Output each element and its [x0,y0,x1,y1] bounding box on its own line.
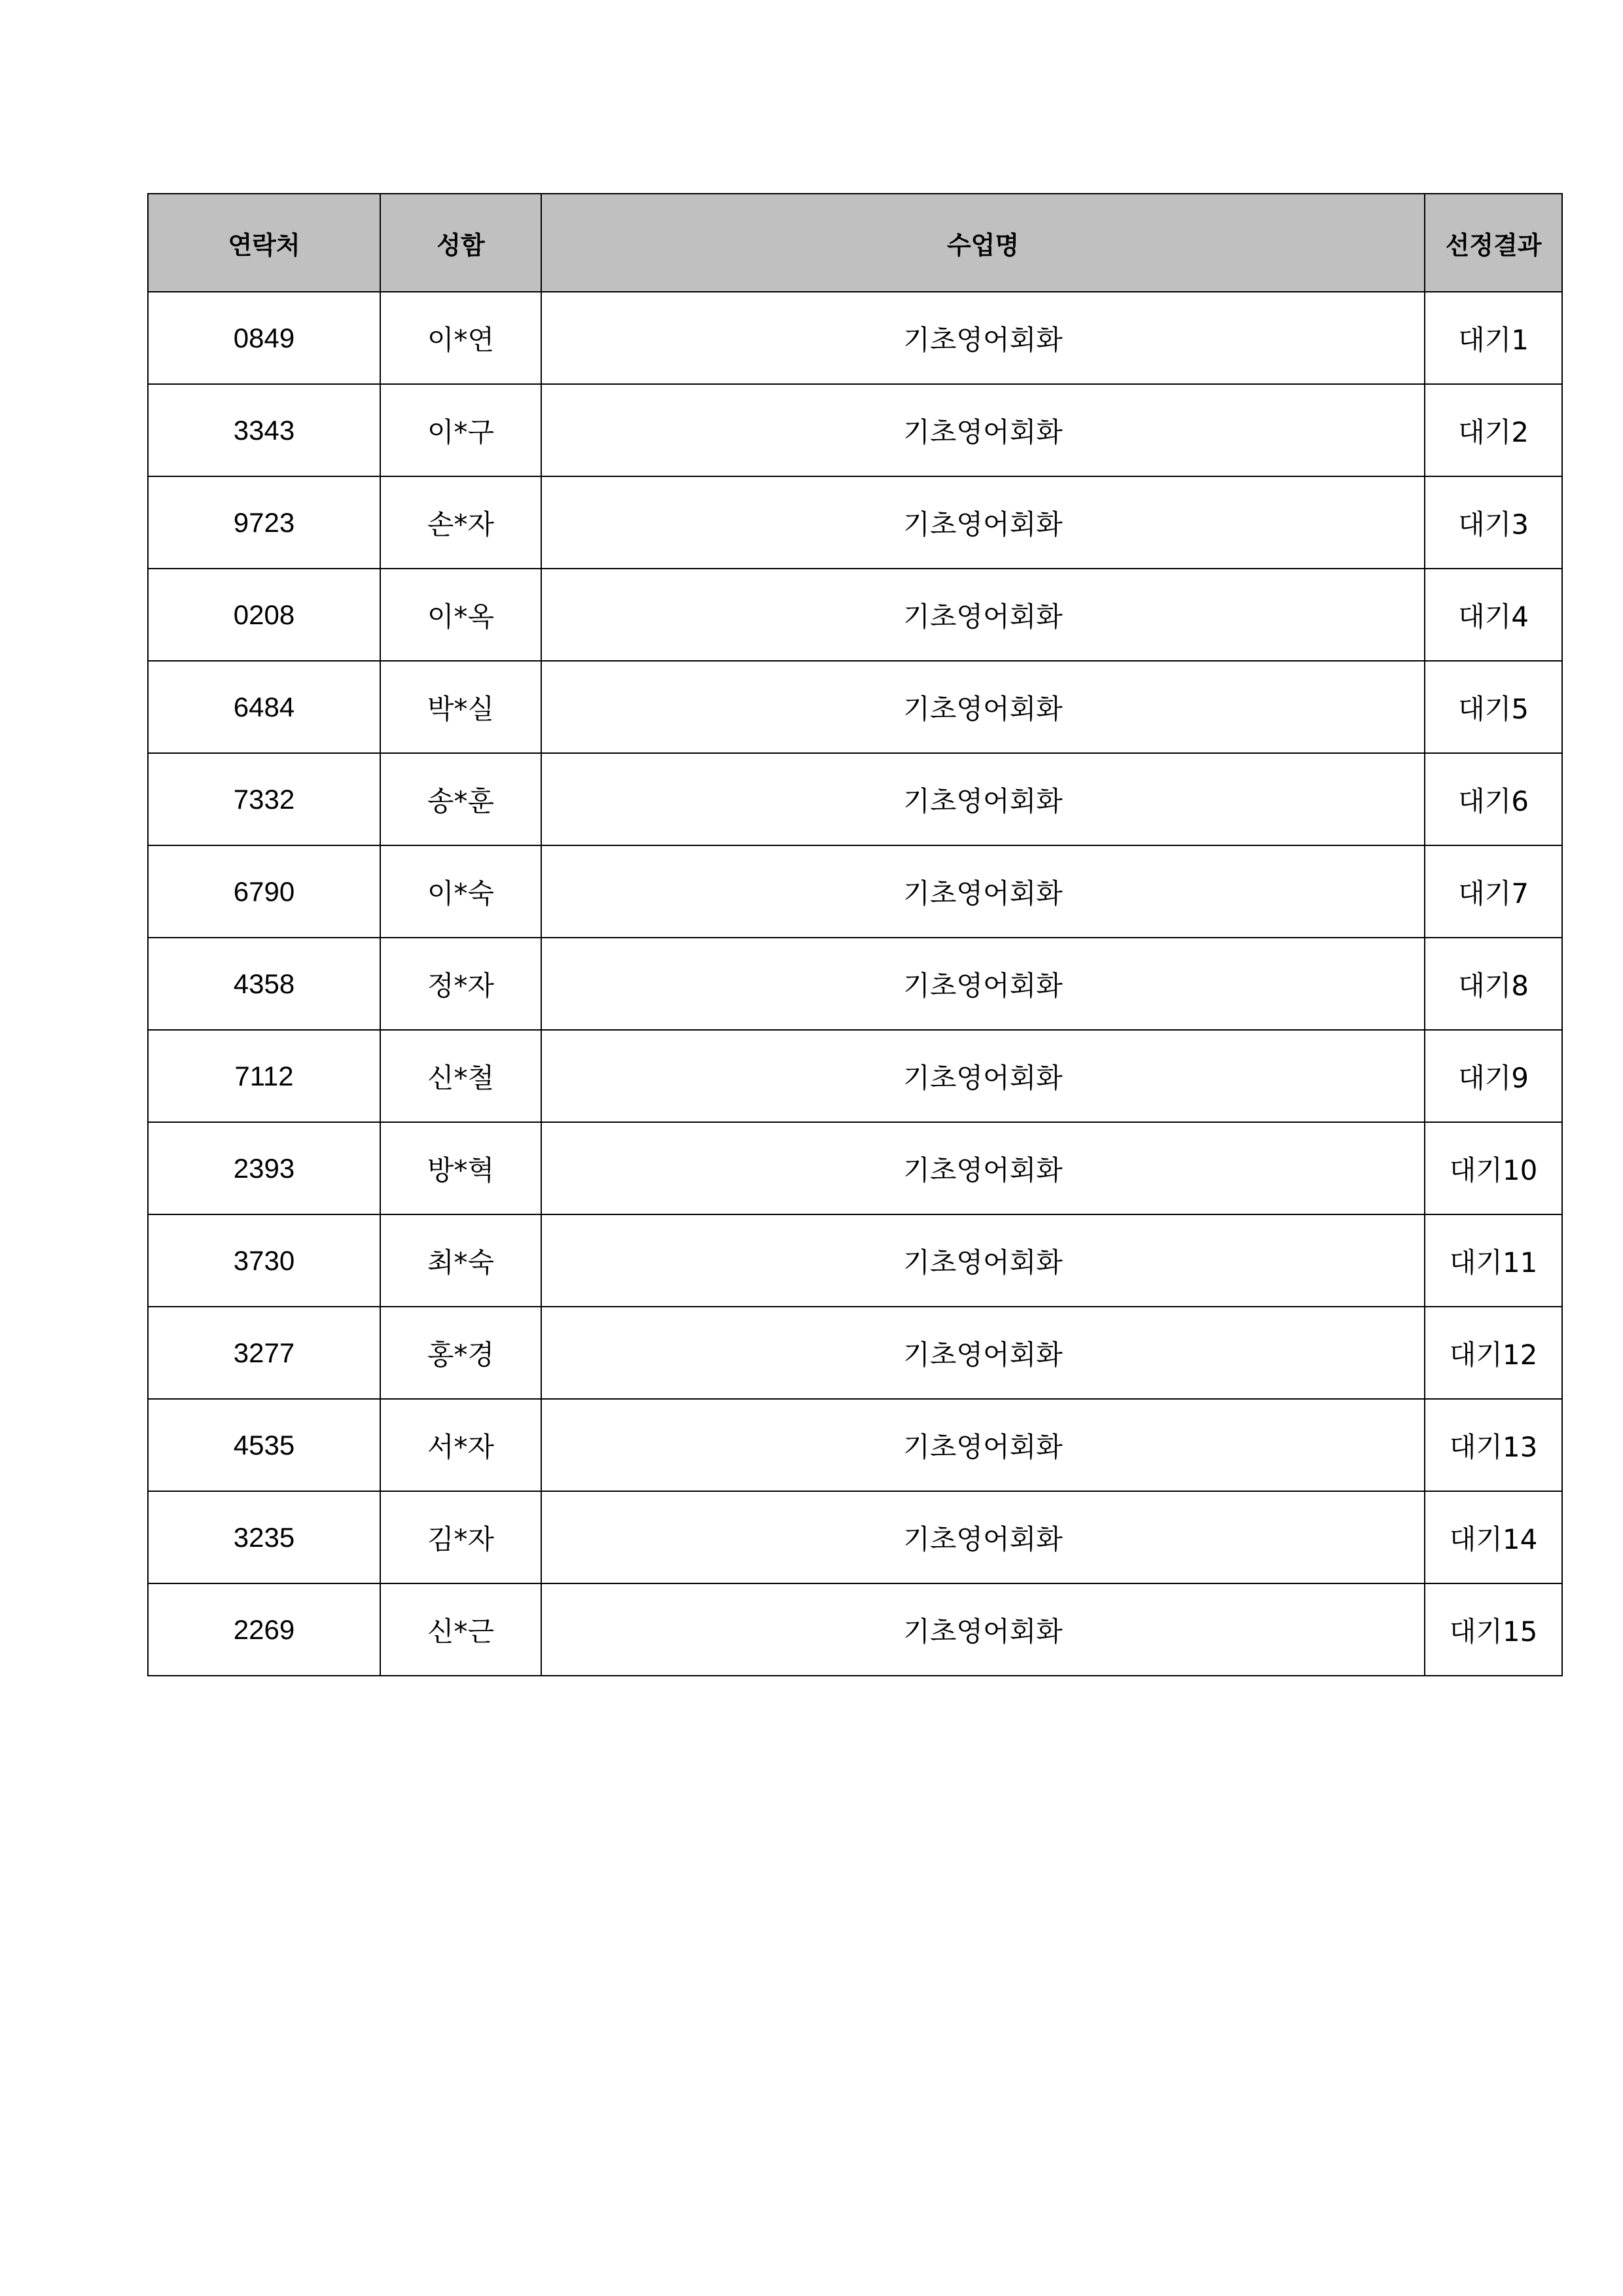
cell-name: 김*자 [380,1491,541,1583]
cell-result: 대기14 [1425,1491,1562,1583]
table-row [148,661,1562,753]
cell-name: 서*자 [380,1399,541,1491]
cell-name: 이*구 [380,384,541,476]
cell-class-name: 기초영어회화 [541,1030,1425,1122]
cell-class-name: 기초영어회화 [541,1491,1425,1583]
cell-result: 대기12 [1425,1307,1562,1399]
cell-contact: 4358 [148,938,380,1030]
table-row [148,292,1562,384]
cell-name: 신*철 [380,1030,541,1122]
cell-result: 대기9 [1425,1030,1562,1122]
cell-contact: 7112 [148,1030,380,1122]
cell-class-name: 기초영어회화 [541,569,1425,661]
table-row [148,476,1562,569]
cell-class-name: 기초영어회화 [541,1583,1425,1676]
cell-name: 홍*경 [380,1307,541,1399]
cell-result: 대기2 [1425,384,1562,476]
cell-class-name: 기초영어회화 [541,661,1425,753]
table-row [148,1030,1562,1122]
table-row [148,569,1562,661]
cell-result: 대기15 [1425,1583,1562,1676]
header-row [148,194,1562,292]
cell-result: 대기10 [1425,1122,1562,1214]
cell-contact: 0849 [148,292,380,384]
cell-name: 이*연 [380,292,541,384]
cell-contact: 6790 [148,845,380,938]
cell-result: 대기13 [1425,1399,1562,1491]
cell-name: 방*혁 [380,1122,541,1214]
cell-contact: 3730 [148,1214,380,1307]
header-result: 선정결과 [1425,194,1562,292]
cell-class-name: 기초영어회화 [541,292,1425,384]
cell-result: 대기1 [1425,292,1562,384]
table-row [148,1214,1562,1307]
cell-class-name: 기초영어회화 [541,1214,1425,1307]
cell-class-name: 기초영어회화 [541,1307,1425,1399]
cell-result: 대기3 [1425,476,1562,569]
cell-class-name: 기초영어회화 [541,1399,1425,1491]
table-row [148,845,1562,938]
table-row [148,753,1562,845]
cell-class-name: 기초영어회화 [541,845,1425,938]
cell-class-name: 기초영어회화 [541,476,1425,569]
cell-name: 이*숙 [380,845,541,938]
cell-name: 이*옥 [380,569,541,661]
cell-class-name: 기초영어회화 [541,384,1425,476]
table-row [148,1399,1562,1491]
header-name: 성함 [380,194,541,292]
table-row [148,1307,1562,1399]
table-header [148,194,1562,292]
cell-result: 대기5 [1425,661,1562,753]
table-row [148,938,1562,1030]
header-contact: 연락처 [148,194,380,292]
cell-result: 대기8 [1425,938,1562,1030]
cell-contact: 3235 [148,1491,380,1583]
table-row [148,1122,1562,1214]
table-body [148,292,1562,1676]
cell-contact: 9723 [148,476,380,569]
cell-result: 대기6 [1425,753,1562,845]
cell-result: 대기4 [1425,569,1562,661]
header-class-name: 수업명 [541,194,1425,292]
cell-contact: 0208 [148,569,380,661]
cell-result: 대기7 [1425,845,1562,938]
cell-contact: 2393 [148,1122,380,1214]
cell-class-name: 기초영어회화 [541,1122,1425,1214]
cell-result: 대기11 [1425,1214,1562,1307]
table-row [148,1583,1562,1676]
cell-name: 송*훈 [380,753,541,845]
cell-class-name: 기초영어회화 [541,938,1425,1030]
table-row [148,384,1562,476]
cell-contact: 4535 [148,1399,380,1491]
cell-contact: 3343 [148,384,380,476]
cell-contact: 6484 [148,661,380,753]
cell-name: 신*근 [380,1583,541,1676]
cell-name: 박*실 [380,661,541,753]
waitlist-table [147,193,1563,1676]
cell-name: 정*자 [380,938,541,1030]
cell-name: 손*자 [380,476,541,569]
cell-contact: 2269 [148,1583,380,1676]
cell-name: 최*숙 [380,1214,541,1307]
cell-contact: 7332 [148,753,380,845]
cell-class-name: 기초영어회화 [541,753,1425,845]
cell-contact: 3277 [148,1307,380,1399]
table-row [148,1491,1562,1583]
